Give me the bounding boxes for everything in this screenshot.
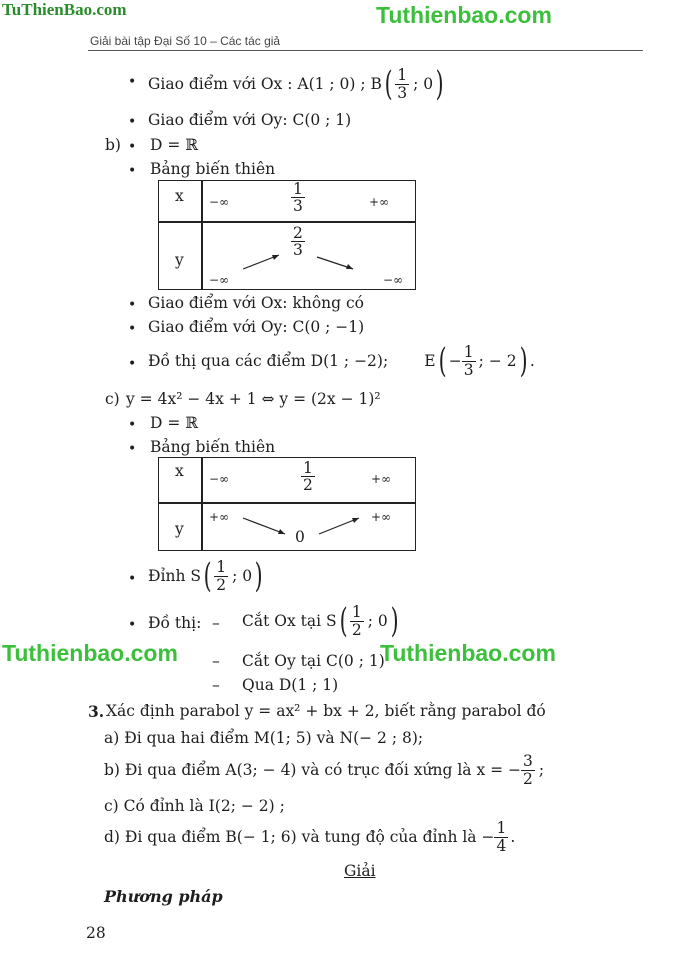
x-right: +∞ [369,195,390,209]
bullet: • [128,321,137,337]
watermark-top-center: Tuthienbao.com [376,2,552,28]
y-top: $\frac{2}{3}$ [293,224,303,260]
x-left: −∞ [209,472,230,486]
x-mid: $\frac{1}{2}$ [303,459,313,495]
exercise-a: a) Đi qua hai điểm M(1; 5) và N(− 2 ; 8); [104,729,424,747]
minus-sign: − [448,352,462,370]
exercise-b-prefix: b) Đi qua điểm A(3; − 4) và có trục đối xứng là x = − [104,761,522,779]
bullet: • [128,74,137,90]
point-e: E [424,352,436,370]
fraction: $\frac{1}{2}$ [351,603,362,639]
bullet: • [128,617,137,633]
bullet: • [128,114,137,130]
bullet: • [128,139,137,155]
exercise-b [104,750,544,790]
fraction: $\frac{1}{4}$ [496,819,507,855]
arrow-head [352,518,359,523]
method-heading: Phương pháp [104,887,223,906]
left-paren: ( [339,601,348,641]
arrow-head [346,264,353,269]
x-label: x [175,187,184,205]
arrow-head [272,255,279,260]
y-left: −∞ [209,273,230,287]
vertex-line [148,555,265,597]
exercise-b-suffix: ; [538,761,545,779]
y-mid: 0 [295,528,305,546]
graph-ox-tail: ; 0 [367,612,388,630]
ox-prefix: Giao điểm với Ox : A(1 ; 0) ; B [148,75,382,93]
table-divider [159,502,415,504]
y-left: +∞ [209,510,230,524]
page-number: 28 [86,924,106,942]
exercise-d [104,817,515,857]
domain-b: D = ℝ [150,136,199,154]
exercise-d-prefix: d) Đi qua điểm B(− 1; 6) và tung độ của đỉnh là − [104,828,495,846]
vertex-prefix: Đỉnh S [148,567,201,585]
period: . [529,352,535,370]
domain-c: D = ℝ [150,414,199,432]
exercise-number: 3. [88,702,105,721]
variation-table-c [158,457,416,551]
dash: – [212,652,220,670]
ox-intersection-b: Giao điểm với Ox: không có [148,294,365,312]
ox-intersection-line [148,64,446,104]
bullet: • [128,356,137,372]
right-paren: ) [254,556,263,596]
exercise-c: c) Có đỉnh là I(2; − 2) ; [104,797,285,815]
solution-title: Giải [344,862,376,880]
dash: – [212,676,220,694]
variation-arrows [239,245,389,273]
y-right: −∞ [383,273,404,287]
y-label: y [175,520,184,538]
watermark-mid-right: Tuthienbao.com [380,640,556,666]
x-mid: $\frac{1}{3}$ [293,180,303,216]
right-paren: ) [435,64,444,104]
right-paren: ) [390,601,399,641]
fraction: $\frac{3}{2}$ [523,752,533,788]
header-rule [88,50,643,51]
table-title-c: Bảng biến thiên [150,438,276,456]
equation-c: y = 4x² − 4x + 1 ⇔ y = (2x − 1)² [126,390,381,408]
point-e-tail: ; − 2 [478,352,517,370]
y-label: y [175,251,184,269]
bullet: • [128,571,137,587]
variation-table-b [158,180,416,290]
ox-suffix: ; 0 [413,75,434,93]
bullet: • [128,441,137,457]
graph-ox-prefix: Cắt Ox tại S [242,612,337,630]
exercise-d-suffix: . [510,828,516,846]
oy-intersection-a: Giao điểm với Oy: C(0 ; 1) [148,111,352,129]
oy-intersection-b: Giao điểm với Oy: C(0 ; −1) [148,318,365,336]
points-line-b [148,340,535,382]
graph-label: Đồ thị: [148,614,202,632]
points-prefix: Đồ thị qua các điểm D(1 ; −2); [148,352,389,370]
arrow-head [278,529,285,534]
watermark-mid-left: Tuthienbao.com [2,640,178,666]
fraction: $\frac{1}{3}$ [463,343,474,379]
fraction: $\frac{1}{3}$ [397,66,408,102]
part-b-label: b) [105,136,121,154]
y-right: +∞ [371,510,392,524]
left-paren: ( [203,556,212,596]
running-header: Giải bài tập Đại Số 10 – Các tác giả [90,34,281,48]
x-right: +∞ [371,472,392,486]
table-divider [159,221,415,223]
x-label: x [175,462,184,480]
watermark-top-left: TuThienBao.com [2,0,127,19]
graph-d: Qua D(1 ; 1) [242,676,339,694]
graph-ox-line [242,600,401,642]
table-title-b: Bảng biến thiên [150,160,276,178]
dash: – [212,614,220,632]
left-paren: ( [438,341,447,381]
fraction: $\frac{1}{2}$ [216,558,227,594]
right-paren: ) [519,341,528,381]
bullet: • [128,163,137,179]
x-left: −∞ [209,195,230,209]
vertex-tail: ; 0 [232,567,253,585]
exercise-statement: Xác định parabol y = ax² + bx + 2, biết rằng parabol đó [106,702,546,720]
variation-arrows [239,514,389,544]
left-paren: ( [384,64,393,104]
arrow-down [243,518,285,534]
bullet: • [128,297,137,313]
part-c-label: c) [105,390,120,408]
graph-oy: Cắt Oy tại C(0 ; 1) [242,652,385,670]
table-divider [201,458,203,550]
bullet: • [128,417,137,433]
table-divider [201,181,203,289]
